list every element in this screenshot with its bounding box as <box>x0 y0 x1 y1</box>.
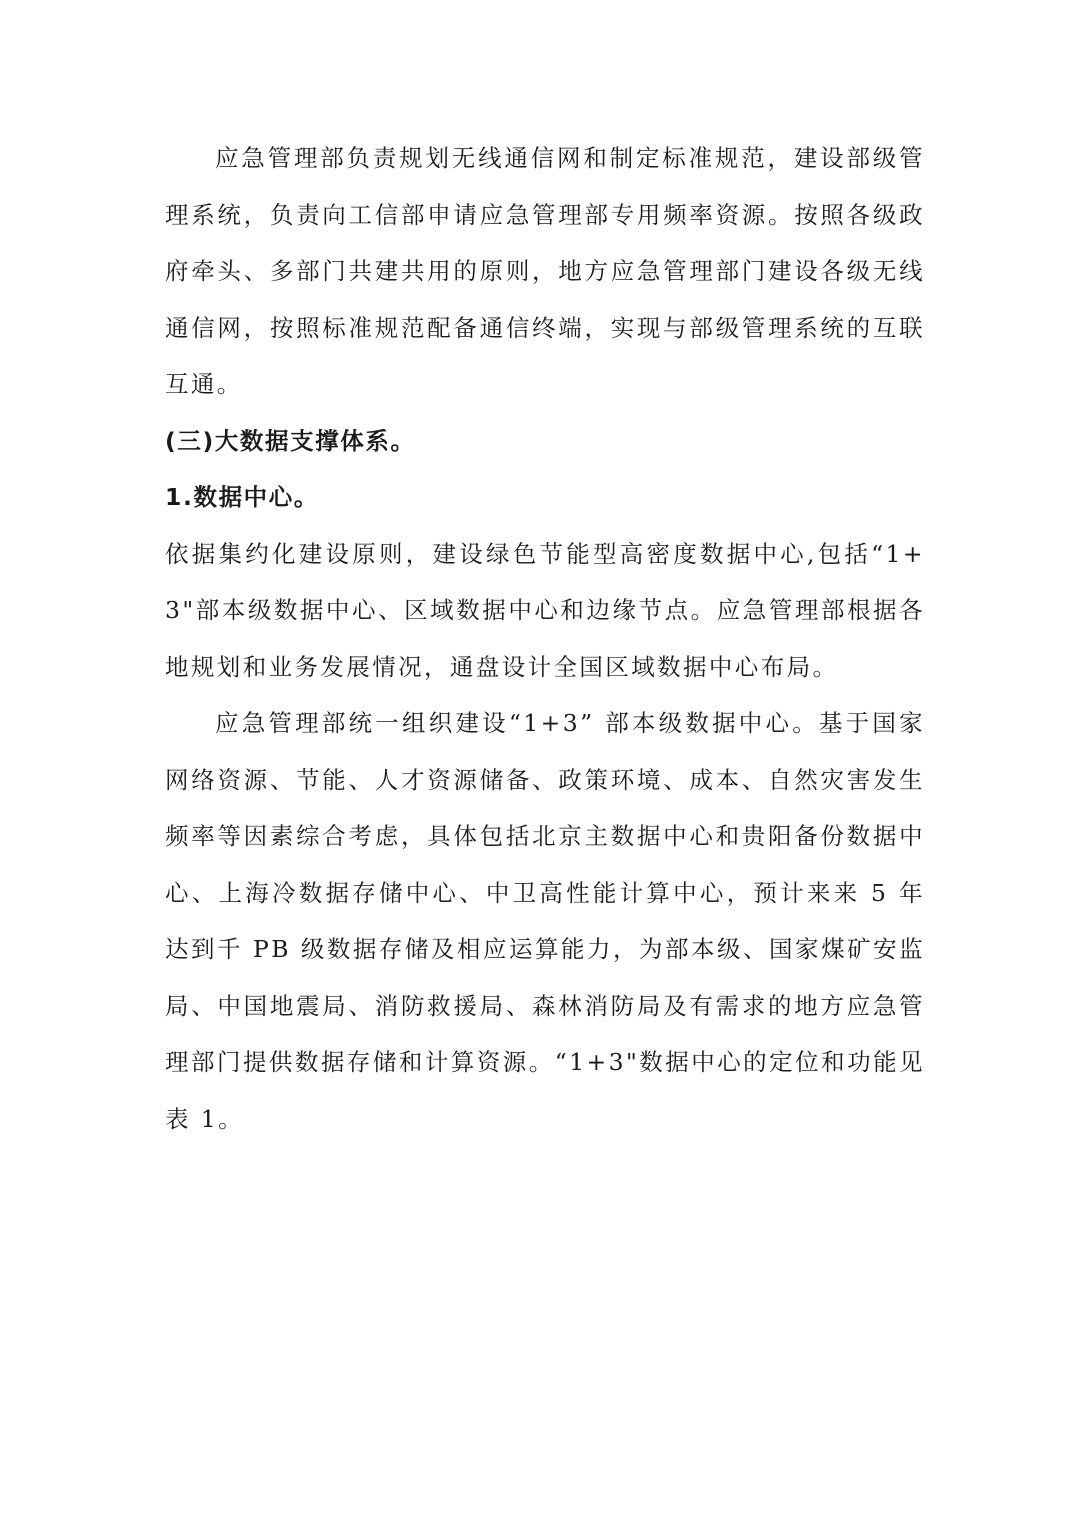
document-body <box>165 130 925 1147</box>
section-heading-big-data: (三)大数据支撑体系。 <box>165 426 416 455</box>
paragraph-wireless-network: 应急管理部负责规划无线通信网和制定标准规范，建设部级管理系统，负责向工信部申请应急管理部专用频率资源。按照各级政府牵头、多部门共建共用的原则，地方应急管理部门建设各级无线通信网，按照标准规范配备通信终端，实现与部级管理系统的互联互通。 <box>165 144 925 398</box>
paragraph-data-center-principle: 依据集约化建设原则，建设绿色节能型高密度数据中心,包括“1+3"部本级数据中心、区域数据中心和边缘节点。应急管理部根据各地规划和业务发展情况，通盘设计全国区域数据中心布局。 <box>165 539 925 681</box>
paragraph-data-center-details: 应急管理部统一组织建设“1+3” 部本级数据中心。基于国家网络资源、节能、人才资源储备、政策环境、成本、自然灾害发生频率等因素综合考虑，具体包括北京主数据中心和贵阳备份数据中心、上海冷数据存储中心、中卫高性能计算中心，预计来来 5 年达到千 PB 级数据存储及相应运算能力，为部本级、国家煤矿安监局、中国地震局、消防救援局、森林消防局及有需求的地方应急管理部门提供数据存储和计算资源。“1+3"数据中心的定位和功能见表 1。 <box>165 709 925 1133</box>
subsection-heading-data-center: 1.数据中心。 <box>165 483 319 511</box>
